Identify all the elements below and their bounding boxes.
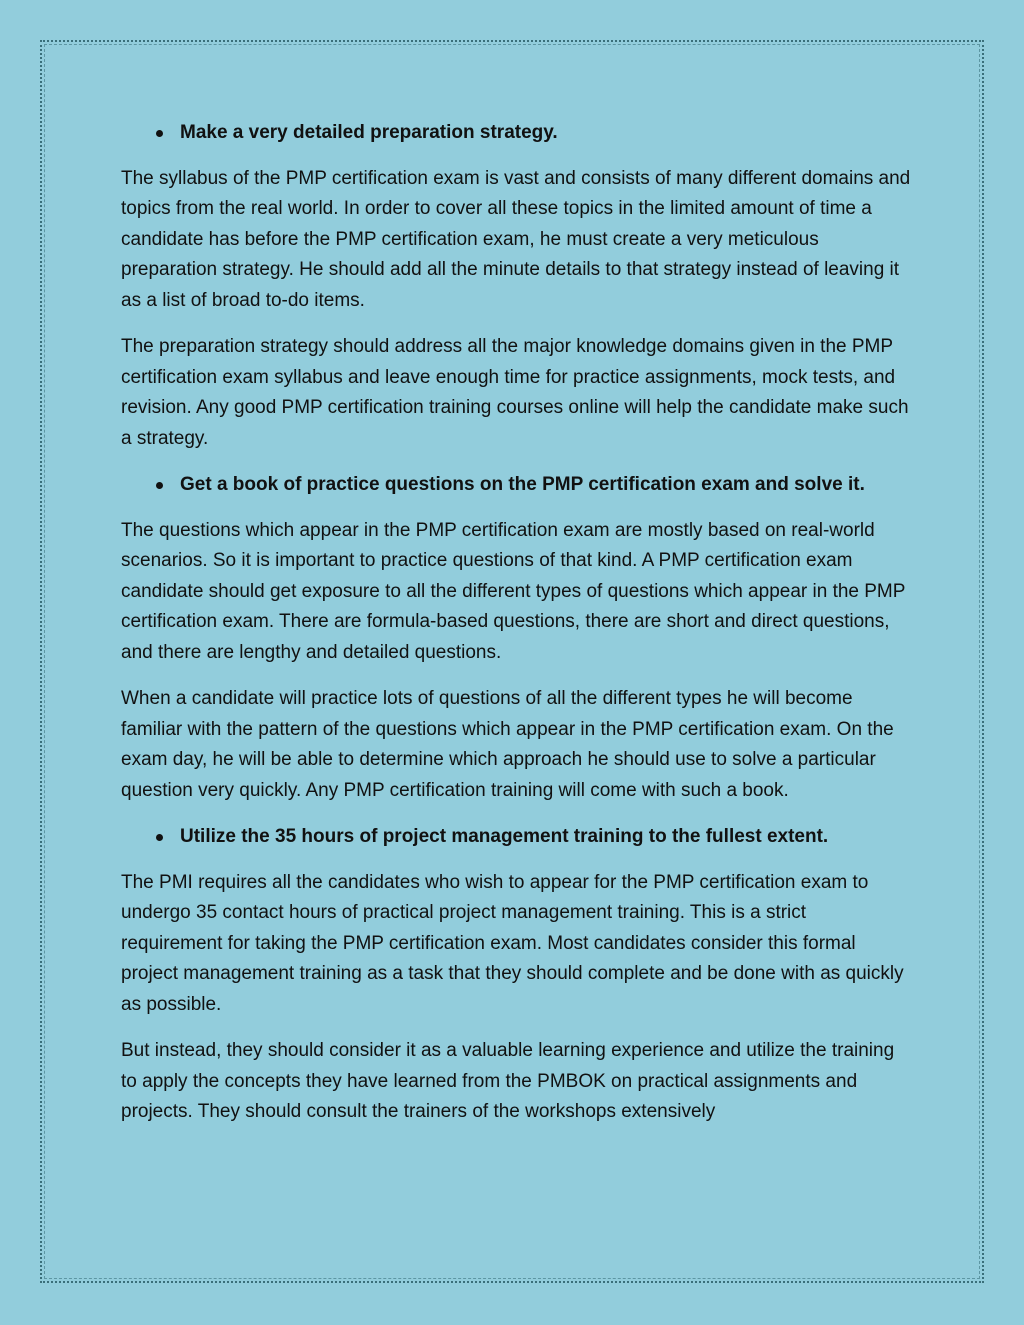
paragraph: The questions which appear in the PMP certification exam are mostly based on real-world scenarios. So it is important to practice questions of that kind. A PMP certification exam candidate should get exposure to all the different types of questions which appear in the PMP certification exam. There are formula-based questions, there are short and direct questions, and there are lengthy and detailed questions.	[121, 519, 906, 663]
paragraph: But instead, they should consider it as a valuable learning experience and utilize the training to apply the concepts they have learned from the PMBOK on practical assignments and projects. They should consult the trainers of the workshops extensively	[121, 1040, 895, 1122]
paragraph: The syllabus of the PMP certification exam is vast and consists of many different domains and topics from the real world. In order to cover all these topics in the limited amount of time a candidate has before the PMP certification exam, he must create a very meticulous preparation strategy. He should add all the minute details to that strategy instead of leaving it as a list of broad to-do items.	[121, 167, 911, 311]
paragraph: The PMI requires all the candidates who wish to appear for the PMP certification exam to undergo 35 contact hours of practical project management training. This is a strict requirement for taking the PMP certification exam. Most candidates consider this formal project management training as a task that they should complete and be done with as quickly as possible.	[121, 871, 904, 1015]
bullet-icon	[156, 130, 163, 137]
bullet-heading-text: Get a book of practice questions on the PMP certification exam and solve it.	[180, 474, 865, 495]
bullet-heading-text: Make a very detailed preparation strategy.	[180, 122, 558, 143]
bullet-heading	[121, 118, 911, 149]
paragraph: The preparation strategy should address all the major knowledge domains given in the PMP certification exam syllabus and leave enough time for practice assignments, mock tests, and revision. Any good PMP certification training courses online will help the candidate make such a strategy.	[121, 336, 909, 449]
bullet-icon	[156, 482, 163, 489]
bullet-heading-text: Utilize the 35 hours of project management training to the fullest extent.	[180, 826, 829, 847]
paragraph: When a candidate will practice lots of questions of all the different types he will become familiar with the pattern of the questions which appear in the PMP certification exam. On the exam day, he will be able to determine which approach he should use to solve a particular question very quickly. Any PMP certification training will come with such a book.	[121, 688, 894, 801]
bullet-icon	[156, 834, 163, 841]
document-body	[121, 118, 911, 1144]
bullet-heading	[121, 822, 911, 853]
bullet-heading	[121, 470, 911, 501]
